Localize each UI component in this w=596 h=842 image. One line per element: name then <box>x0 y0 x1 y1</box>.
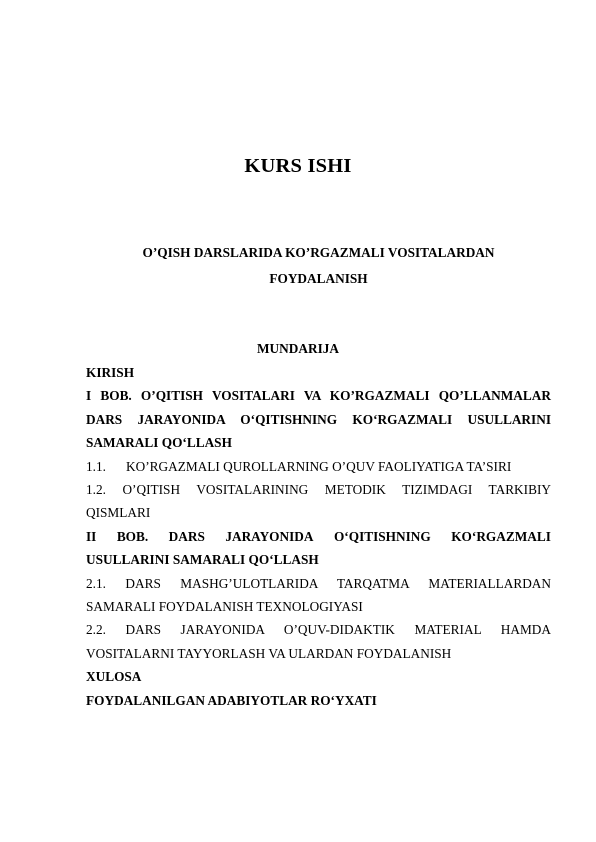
toc-section-2-1-line1: 2.1. DARS MASHG’ULOTLARIDA TARQATMA MATERIALLARDAN <box>86 575 551 591</box>
toc-section-1-2-line1: 1.2. O’QITISH VOSITALARINING METODIK TIZIMDAGI TARKIBIY <box>86 482 551 498</box>
document-title: KURS ISHI <box>244 155 352 177</box>
toc-heading: MUNDARIJA <box>257 341 339 356</box>
toc-item-references: FOYDALANILGAN ADABIYOTLAR RO‘YXATI <box>86 692 377 708</box>
toc-section-1-1-title: KO’RGAZMALI QUROLLARNING O’QUV FAOLIYATIGA TA’SIRI <box>126 458 512 474</box>
toc-chapter2-line2: USULLARINI SAMARALI QO‘LLASH <box>86 552 319 568</box>
subtitle-line-2: FOYDALANISH <box>269 271 368 286</box>
toc-section-2-2-line2: VOSITALARNI TAYYORLASH VA ULARDAN FOYDALANISH <box>86 645 452 661</box>
toc-chapter1-line1: I BOB. O’QITISH VOSITALARI VA KO’RGAZMALI QO’LLANMALAR <box>86 388 551 404</box>
toc-section-2-2-line1: 2.2. DARS JARAYONIDA O’QUV-DIDAKTIK MATERIAL HAMDA <box>86 622 551 638</box>
toc-chapter2-word: KO‘RGAZMALI <box>451 528 551 544</box>
subtitle-line-1: O’QISH DARSLARIDA KO’RGAZMALI VOSITALARDAN <box>142 245 495 260</box>
toc-chapter2-line1 <box>86 525 551 548</box>
toc-section-1-1-number: 1.1. <box>86 458 106 474</box>
toc-section-1-2-line2: QISMLARI <box>86 505 151 521</box>
toc-chapter2-word: JARAYONIDA <box>225 528 314 544</box>
toc-chapter2-word: II <box>86 528 97 544</box>
document-subtitle <box>86 240 551 292</box>
toc-chapter1-line2: DARS JARAYONIDA O‘QITISHNING KO‘RGAZMALI USULLARINI <box>86 411 551 427</box>
toc-chapter2-word: BOB. <box>116 528 149 544</box>
toc-chapter2-word: O‘QITISHNING <box>333 528 431 544</box>
toc-item-intro: KIRISH <box>86 365 135 380</box>
toc-chapter1-line3: SAMARALI QO‘LLASH <box>86 435 232 451</box>
toc-section-2-1-line2: SAMARALI FOYDALANISH TEXNOLOGIYASI <box>86 599 363 615</box>
toc-chapter2-word: DARS <box>168 528 205 544</box>
toc-section-1-1 <box>86 455 551 478</box>
table-of-contents <box>86 361 551 712</box>
toc-item-conclusion: XULOSA <box>86 669 142 685</box>
